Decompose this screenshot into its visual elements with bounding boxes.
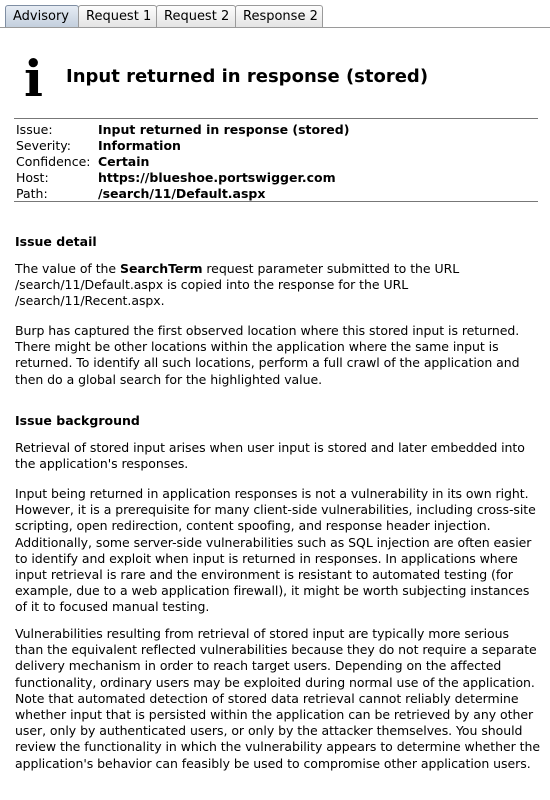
severity-label: Severity: [16, 138, 71, 153]
detail-text-pre: The value of the [15, 261, 120, 276]
issue-background-paragraph-2: Input being returned in application responses is not a vulnerability in its own right. However, it is a prerequisite for many client-side vulnerabilities, including cross-site scripting, open redirection, content spoofing, and response header injection. Additionally, some server-side vulnerabilities such as SQL injection are often easier to identify and exploit when input is returned in responses. In applications where input retrieval is rare and the environment is resistant to automated testing (for example, due to a web application firewall), it might be worth subjecting instances of it to focused manual testing. [15, 486, 536, 615]
confidence-row [16, 154, 149, 170]
path-row [16, 186, 265, 202]
issue-background-paragraph-3: Vulnerabilities resulting from retrieval of stored input are typically more serious than the equivalent reflected vulnerabilities because they do not require a separate delivery mechanism in order to reach target users. Depending on the affected functionality, ordinary users may be exploited during normal use of the application. Note that automated detection of stored data retrieval cannot reliably determine whether input that is persisted within the application can be retrieved by any other user, only by authenticated users, or only by the attacker themselves. You should review the functionality in which the vulnerability appears to determine whether the application's behavior can feasibly be used to compromise other application users. [15, 626, 540, 771]
tab-request-2[interactable]: Request 2 [156, 5, 236, 27]
severity-value: Information [98, 138, 181, 153]
parameter-name: SearchTerm [120, 261, 203, 276]
issue-detail-paragraph-2: Burp has captured the first observed location where this stored input is returned. There might be other locations within the application where the same input is returned. To identify all such locations, perform a full crawl of the application and then do a global search for the highlighted value. [15, 323, 520, 387]
severity-row [16, 138, 181, 154]
host-label: Host: [16, 170, 49, 185]
issue-value: Input returned in response (stored) [98, 122, 350, 137]
issue-detail-heading: Issue detail [15, 234, 97, 249]
detail-text-post: request parameter submitted to the URL /search/11/Default.aspx is copied into the response for the URL /search/11/Recent.aspx. [15, 261, 460, 309]
issue-background-paragraph-1: Retrieval of stored input arises when user input is stored and later embedded into the application's responses. [15, 440, 525, 472]
confidence-label: Confidence: [16, 154, 91, 169]
issue-metadata [14, 118, 538, 202]
confidence-value: Certain [98, 154, 150, 169]
host-value: https://blueshoe.portswigger.com [98, 170, 336, 185]
tab-bar [0, 0, 550, 30]
path-label: Path: [16, 186, 48, 201]
issue-title: Input returned in response (stored) [66, 66, 429, 87]
issue-background-heading: Issue background [15, 413, 140, 428]
issue-row [16, 122, 349, 138]
issue-detail-paragraph-1 [15, 261, 540, 310]
info-icon: i [24, 49, 43, 108]
tab-advisory[interactable]: Advisory [5, 5, 79, 27]
host-row [16, 170, 336, 186]
advisory-panel[interactable] [0, 28, 550, 800]
path-value: /search/11/Default.aspx [98, 186, 266, 201]
tab-request-1[interactable]: Request 1 [78, 5, 157, 27]
issue-label: Issue: [16, 122, 53, 137]
tab-response-2[interactable]: Response 2 [235, 5, 323, 27]
